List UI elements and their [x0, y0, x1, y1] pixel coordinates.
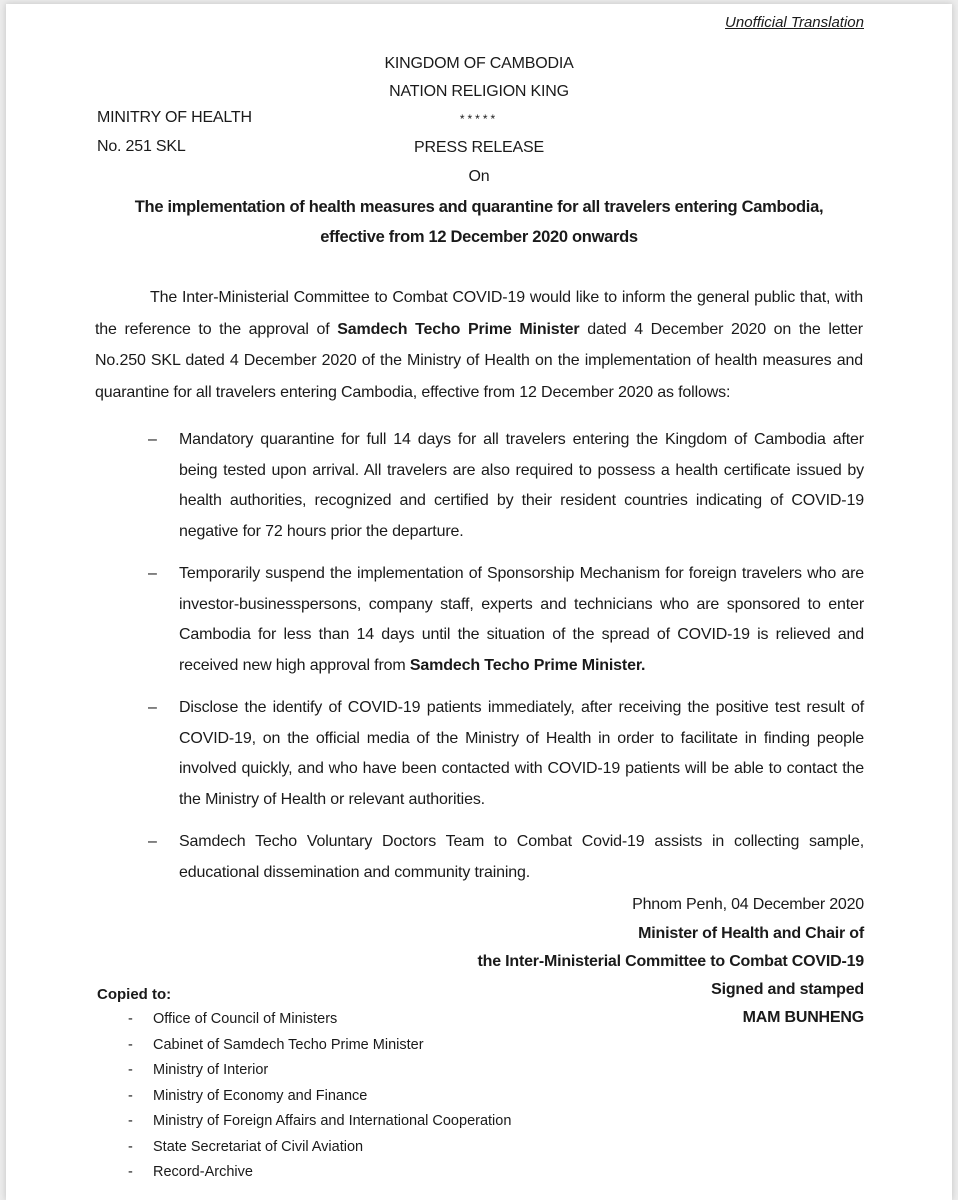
- dash-marker: –: [148, 833, 157, 850]
- unofficial-translation-label: Unofficial Translation: [725, 14, 864, 31]
- dash-marker: -: [128, 1011, 133, 1027]
- signatory-name: MAM BUNHENG: [742, 1009, 864, 1026]
- signed-stamped-note: Signed and stamped: [711, 981, 864, 998]
- motto-heading: NATION RELIGION KING: [389, 83, 569, 100]
- copied-to-heading: Copied to:: [97, 986, 172, 1003]
- measures-list: [148, 425, 864, 900]
- measure-text: Mandatory quarantine for full 14 days for all travelers entering the Kingdom of Cambodia after being tested upon arrival. All travelers are also required to possess a health certificate issued by health authorities, recognized and certified by their resident countries indicating of COVID-19 negative for 72 hours prior the departure.: [179, 431, 864, 540]
- measure-text: Disclose the identify of COVID-19 patients immediately, after receiving the positive test result of COVID-19, on the official media of the Ministry of Health in order to facilitate in finding people involved quickly, and who have been contacted with COVID-19 patients will be able to contact the the Ministry of Health or relevant authorities.: [179, 699, 864, 808]
- list-item: [120, 1033, 511, 1059]
- intro-paragraph: [95, 282, 863, 408]
- intro-text-2: dated 4 December 2020 on the letter No.250 SKL dated 4 December 2020 of the Ministry of Health on the implementation of health measures and quarantine for all travelers entering Cambodia, effective from 12 December 2020 as follows:: [95, 320, 863, 401]
- dash-marker: -: [128, 1036, 133, 1053]
- title-line-2: effective from 12 December 2020 onwards: [320, 228, 638, 246]
- recipient: Ministry of Foreign Affairs and International Cooperation: [153, 1113, 512, 1129]
- measure-bold-name: Samdech Techo Prime Minister.: [409, 656, 646, 674]
- recipient: Ministry of Interior: [153, 1062, 269, 1078]
- list-item: [148, 559, 864, 681]
- signatory-role-2: the Inter-Ministerial Committee to Combat COVID-19: [477, 953, 864, 970]
- list-item: [148, 827, 864, 888]
- recipient: Record-Archive: [153, 1164, 253, 1180]
- list-item: [148, 425, 864, 547]
- ministry-label: MINITRY OF HEALTH: [97, 109, 252, 126]
- intro-text-1: The Inter-Ministerial Committee to Combat COVID-19 would like to inform the general public that, with the reference to the approval of: [95, 289, 863, 338]
- list-item: [148, 693, 864, 815]
- signatory-role-1: Minister of Health and Chair of: [638, 925, 864, 942]
- stars-divider: *****: [459, 112, 499, 126]
- dash-marker: –: [148, 431, 157, 448]
- list-item: [120, 1084, 511, 1110]
- recipient: Office of Council of Ministers: [153, 1011, 338, 1027]
- list-item: [120, 1007, 511, 1033]
- dash-marker: -: [128, 1164, 133, 1180]
- list-item: [120, 1109, 511, 1135]
- press-release-heading: PRESS RELEASE: [414, 139, 544, 156]
- recipient: Ministry of Economy and Finance: [153, 1087, 368, 1104]
- measure-text: Temporarily suspend the implementation of Sponsorship Mechanism for foreign travelers who are investor-businesspersons, company staff, experts and technicians who are sponsored to enter Cambodia for less than 14 days until the situation of the spread of COVID-19 is relieved and received new high approval from: [179, 565, 864, 674]
- recipient: State Secretariat of Civil Aviation: [153, 1138, 364, 1155]
- dash-marker: -: [128, 1062, 133, 1078]
- list-item: [120, 1135, 511, 1161]
- title-line-1: The implementation of health measures and quarantine for all travelers entering Cambodia,: [134, 198, 824, 216]
- copied-to-list: [120, 1007, 511, 1186]
- dash-marker: –: [148, 699, 157, 716]
- dash-marker: -: [128, 1138, 133, 1155]
- dash-marker: -: [128, 1087, 133, 1104]
- list-item: [120, 1160, 511, 1186]
- document-number: No. 251 SKL: [97, 138, 186, 155]
- on-label: On: [468, 168, 490, 185]
- list-item: [120, 1058, 511, 1084]
- place-date: Phnom Penh, 04 December 2020: [632, 896, 864, 913]
- kingdom-heading: KINGDOM OF CAMBODIA: [384, 55, 574, 72]
- recipient: Cabinet of Samdech Techo Prime Minister: [153, 1036, 424, 1053]
- dash-marker: –: [148, 565, 157, 582]
- measure-text: Samdech Techo Voluntary Doctors Team to Combat Covid-19 assists in collecting sample, educational dissemination and community training.: [179, 833, 864, 881]
- intro-bold-name: Samdech Techo Prime Minister: [337, 320, 580, 338]
- dash-marker: -: [128, 1113, 133, 1129]
